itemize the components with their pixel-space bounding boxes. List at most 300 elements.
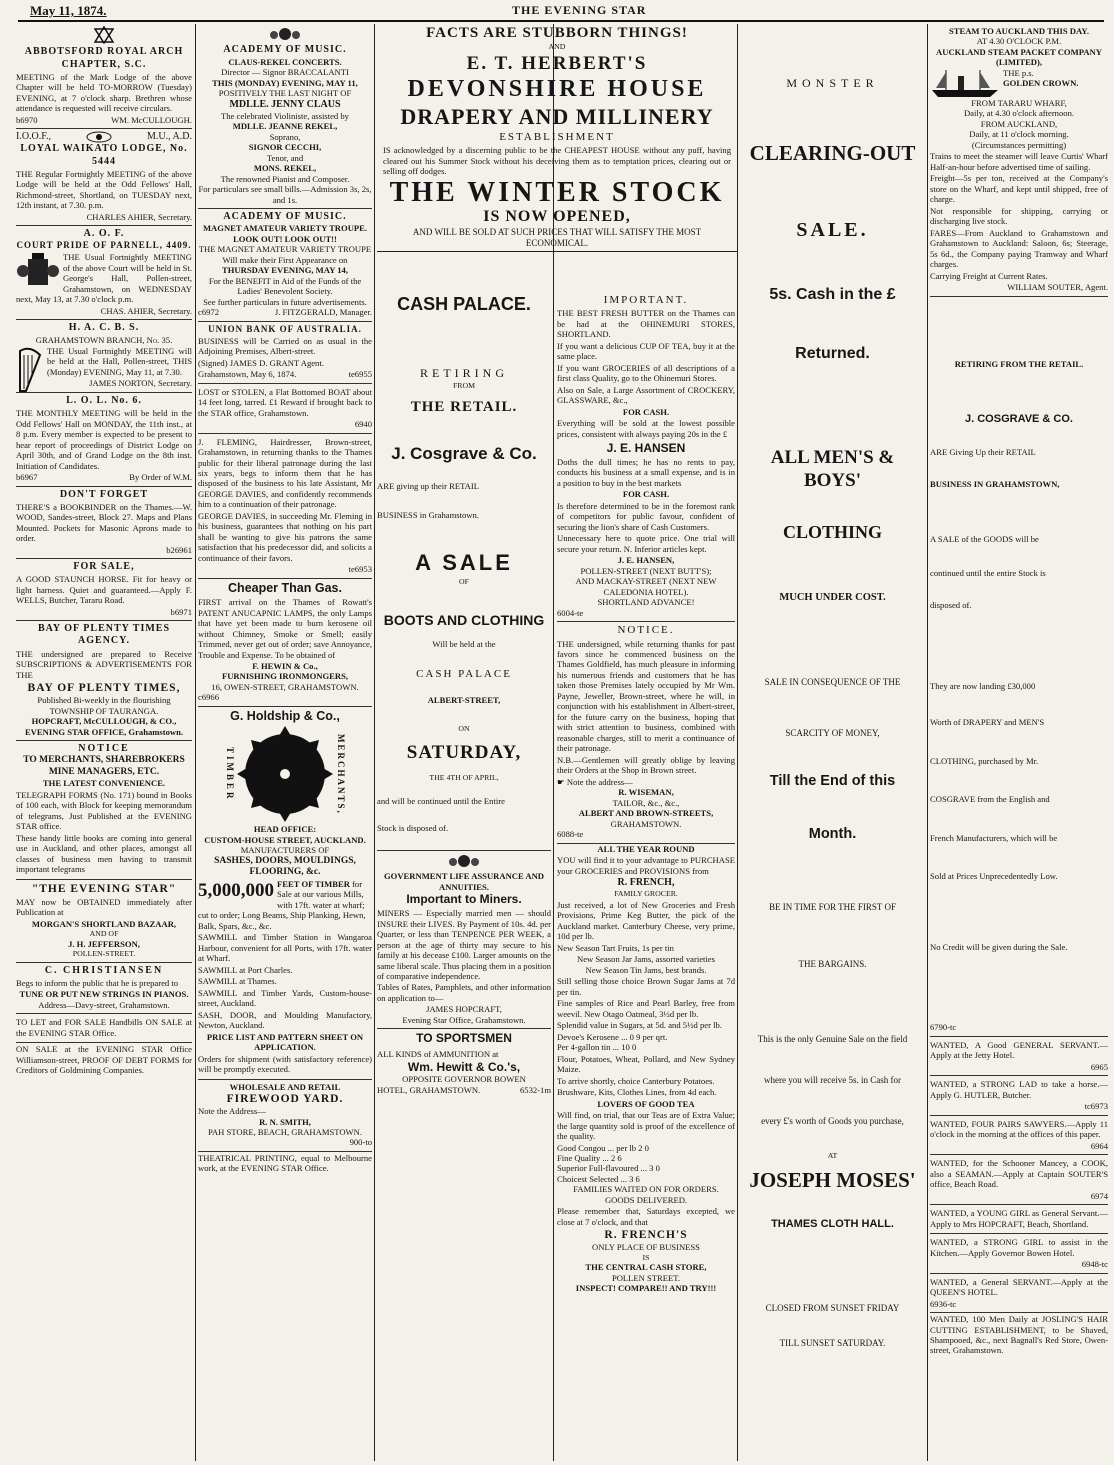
holdship: G. Holdship & Co., [230, 708, 340, 723]
academy-concert-ad [198, 24, 372, 209]
tables: Tables of Rates, Pamphlets, and other information on application to— [377, 982, 551, 1003]
column-6 [930, 24, 1108, 1461]
year-body: YOU will find it to your advantage to PURCHASE your GROCERIES and PROVISIONS from [557, 855, 735, 876]
parnell-sign: CHAS. AHIER, Secretary. [100, 305, 192, 316]
union-bank: UNION BANK OF AUSTRALIA. [208, 323, 362, 334]
wiseman: R. WISEMAN, [618, 787, 674, 798]
academy2-title: ACADEMY OF MUSIC. [223, 211, 347, 223]
all-mens-boys: ALL MEN'S & BOYS' [770, 446, 895, 491]
head-office: HEAD OFFICE: [253, 824, 317, 835]
merchants-heading: TO MERCHANTS, SHAREBROKERS MINE MANAGERS, ETC. [23, 755, 185, 777]
waikato-title: LOYAL WAIKATO LODGE, No. 5444 [20, 143, 188, 167]
coat-of-arms-icon [16, 251, 60, 293]
thames-cloth-hall: THAMES CLOTH HALL. [771, 1218, 894, 1231]
wanted-7-ref: 6936-tc [930, 1298, 957, 1309]
daily-2: Daily, at 11 o'clock morning. [969, 129, 1069, 140]
theatrical-ad [198, 1153, 372, 1174]
miners-body: MINERS — Especially married men — should INSURE their LIVES. By Payment of 10s. 4d. per Quarter, or less than TENPENCE PER WEEK, a person at the age of thirty may secure to his family at his decease £100. Larger amounts on the same liberal scale. Thus placing them in a position of comparative independence. [377, 908, 551, 981]
wanted-6-text: WANTED, a STRONG GIRL to assist in the Kitchen.—Apply Governor Bowen Hotel. [930, 1237, 1108, 1258]
pollen-2: POLLEN STREET. [611, 1272, 681, 1283]
chris-body: Begs to inform the public that he is prepared to [16, 977, 179, 988]
wanted-2-ref: tc6973 [1084, 1101, 1108, 1112]
no-credit: No Credit will be given during the Sale. [930, 941, 1068, 952]
miners: Important to Miners. [406, 892, 522, 907]
returned: Returned. [795, 345, 870, 363]
parnell-title: COURT PRIDE OF PARNELL, 4409. [16, 240, 192, 251]
wanted-1 [930, 1037, 1108, 1076]
a-sale: A SALE [415, 550, 513, 576]
hewin-ref: c6966 [198, 692, 220, 703]
wanted-1-ref: 6965 [1090, 1061, 1108, 1072]
thursday: THURSDAY EVENING, MAY 14, [222, 265, 348, 276]
cecchi: SIGNOR CECCHI, [248, 142, 322, 153]
union-date: Grahamstown, May 6, 1874. [198, 369, 297, 380]
parnell-court-ad [16, 226, 192, 320]
forget-body: THERE'S a BOOKBINDER on the Thames.—W. WOOD, Sandes-street, Block 27. Maps and Plans Mounted. Pockets for Masonic Aprons made to order. [16, 501, 192, 544]
tailor: TAILOR, &c., &c., [612, 797, 680, 808]
the-retail: THE RETAIL. [410, 399, 518, 416]
clothing-purchased: CLOTHING, purchased by Mr. [930, 755, 1039, 766]
hacbs-branch: GRAHAMSTOWN BRANCH, No. 35. [35, 334, 173, 345]
is: IS [642, 1252, 650, 1262]
lost-boat-ad [198, 384, 372, 434]
govt-title: GOVERNMENT LIFE ASSURANCE AND ANNUITIES. [383, 871, 545, 892]
wanted-4 [930, 1155, 1108, 1205]
jar-jam: New Season Jar Jams, assorted varieties [577, 954, 715, 965]
five-million: 5,000,000 [198, 879, 274, 901]
souter: WILLIAM SOUTER, Agent. [1007, 282, 1108, 293]
held-at: Will be held at the [432, 639, 496, 650]
gas-title: Cheaper Than Gas. [228, 580, 342, 595]
academy-title: ACADEMY OF MUSIC. [223, 44, 347, 56]
ioof-label: I.O.O.F., [16, 131, 52, 143]
continued: and will be continued until the Entire [377, 796, 505, 807]
sale-body: A GOOD STAUNCH HORSE. Fit for heavy or light harness. Quiet and guaranteed.—Apply F. WELLS, Butcher, Tararu Road. [16, 574, 192, 606]
cosgrave-retail-ad [930, 297, 1108, 1037]
till-sunset: TILL SUNSET SATURDAY. [779, 1338, 886, 1349]
timber-label: TIMBER [225, 746, 235, 802]
handbills-body: TO LET and FOR SALE Handbills ON SALE at the EVENING STAR Office. [16, 1017, 192, 1038]
saturdays: Please remember that, Saturdays excepted, we close at 7 o'clock, and that [557, 1206, 735, 1227]
holdship-ad [198, 707, 372, 1080]
feet-body: for Sale at our various Mills, with 17ft. water at wharf; cut to order; Long Beams, Ship Planking, Hewn, Balk, Spars, &c., &c. [198, 878, 366, 931]
telegraph-notice-ad [16, 741, 192, 880]
violinist: The celebrated Violiniste, assisted by [221, 110, 349, 121]
arrive: To arrive shortly, choice Canterbury Potatoes. [557, 1075, 715, 1086]
winter-stock: THE WINTER STOCK [389, 176, 725, 208]
french-grocer-ad [557, 844, 735, 1294]
further: See further particulars in future advertisements. [203, 296, 367, 307]
sawmill-3: SAWMILL at Thames. [198, 976, 277, 987]
groceries: If you want GROCERIES of all descriptions of a first class Quality, go to the Ohinemuri Stores. [557, 362, 735, 384]
hotel-ref: 6532-1m [519, 1084, 551, 1095]
on: ON [458, 723, 470, 733]
every: every £'s worth of Goods you purchase, [761, 1115, 904, 1126]
royal-crest-icon [447, 853, 481, 869]
bookbinder-ad [16, 487, 192, 560]
clearing-out: CLEARING-OUT [749, 140, 916, 165]
masthead [0, 0, 1114, 22]
inspect: INSPECT! COMPARE!! AND TRY!!! [575, 1283, 717, 1294]
sash-mfg: SASH, DOOR, and Moulding Manufactory, Newton, Auckland. [198, 1009, 372, 1031]
sold-low: Sold at Prices Unprecedentedly Low. [930, 871, 1058, 882]
bop-times-ad [16, 621, 192, 741]
sawmill-1: SAWMILL and Timber Station in Wangaroa Harbour, convenient for all Ports, with 17ft. water at Wharf. [198, 932, 372, 964]
column-rule [737, 24, 738, 1461]
families: FAMILIES WAITED ON FOR ORDERS. [573, 1184, 719, 1195]
column-rule [195, 24, 196, 1461]
business-grahamstown: BUSINESS in Grahamstown. [377, 509, 479, 520]
retiring: RETIRING [420, 365, 508, 380]
bargains: THE BARGAINS. [798, 959, 867, 970]
column-2 [198, 24, 372, 1461]
column-3 [377, 292, 551, 1461]
french-mfrs: French Manufacturers, which will be [930, 832, 1058, 843]
much-under-cost: MUCH UNDER COST. [779, 591, 886, 603]
firewood-ad [198, 1080, 372, 1152]
devonshire-house: DEVONSHIRE HOUSE [407, 75, 707, 102]
steam-packet-ad [930, 24, 1108, 297]
royal-crest-icon [268, 26, 302, 42]
gas-body: FIRST arrival on the Thames of Rowatt's PATENT ANUCAPNIC LAMPS, the only Lamps that have yet been made to burn kerosene oil without Chimney, Smoke or Smell; easily Trimmed, never get out of order; save Annoyance, Trouble and Expense. To be obtained of [198, 597, 372, 660]
lol-sign: By Order of W.M. [129, 472, 192, 483]
a-sale-goods: A SALE of the GOODS will be [930, 533, 1039, 544]
ammo: ALL KINDS of AMMUNITION at [377, 1049, 499, 1060]
wanted-5-text: WANTED, a YOUNG GIRL as General Servant.—Apply to Mrs HOPCRAFT, Beach, Shortland. [930, 1208, 1108, 1229]
bop-title: BAY OF PLENTY TIMES AGENCY. [37, 623, 171, 647]
bop-pub: Published Bi-weekly in the flourishing TOWNSHIP OF TAURANGA. [37, 695, 171, 716]
tune-pianos: TUNE OR PUT NEW STRINGS IN PIANOS. [19, 989, 189, 1000]
wanted-3-text: WANTED, FOUR PAIRS SAWYERS.—Apply 11 o'clock in the morning at the offices of this paper. [930, 1118, 1108, 1140]
pianist: The renowned Pianist and Composer. [220, 173, 350, 184]
now-opened: IS NOW OPENED, [483, 208, 631, 226]
union-bank-ad [198, 322, 372, 384]
orders: Orders for shipment (with satisfactory reference) will be promptly executed. [198, 1053, 372, 1075]
rekel: MDLLE. JEANNE REKEL, [232, 121, 338, 132]
masthead-rule [18, 20, 1104, 22]
note-address: Note the Address— [198, 1106, 266, 1117]
hewin: F. HEWIN & Co., [252, 661, 318, 671]
wanted-6-ref: 6948-tc [1081, 1259, 1108, 1270]
consequence: SALE IN CONSEQUENCE OF THE [764, 676, 901, 687]
albert-brown: ALBERT AND BROWN-STREETS, [578, 808, 714, 819]
fourth-april: THE 4TH OF APRIL, [429, 772, 499, 782]
furnishing: FURNISHING IRONMONGERS, [221, 671, 349, 682]
sawmill-2: SAWMILL at Port Charles. [198, 964, 293, 975]
lost-ref: 6940 [354, 419, 372, 430]
lol-ad [16, 393, 192, 487]
are-giving: ARE giving up their RETAIL [377, 481, 479, 492]
director: Director — Signor BRACCALANTI [221, 67, 349, 78]
herbert-name: E. T. HERBERT'S [466, 52, 648, 74]
central-store: THE CENTRAL CASH STORE, [585, 1262, 707, 1273]
sale-ref: b6971 [170, 606, 192, 617]
splendid: Splendid value in Sugars, at 5d. and 5½d per lb. [557, 1020, 722, 1031]
mackay-street: AND MACKAY-STREET (NEXT NEW CALEDONIA HOTEL). [575, 576, 717, 597]
issue-date: May 11, 1874. [30, 3, 107, 18]
sawmill-4: SAWMILL and Timber Yards, Custom-house-street, Auckland. [198, 987, 372, 1009]
monday-evening: THIS (MONDAY) EVENING, MAY 11, [212, 77, 358, 88]
lol-ref: b6967 [16, 472, 38, 483]
of: OF [459, 576, 469, 586]
not-responsible: Not responsible for shipping, carrying or discharging live stock. [930, 205, 1108, 227]
aof-title: A. O. F. [83, 228, 125, 240]
arch-chapter-ad [16, 24, 192, 129]
joseph-moses: JOSEPH MOSES' [749, 1168, 916, 1193]
magnet-troupe-ad [198, 209, 372, 322]
cosgrave-ref: 6790-tc [930, 1022, 957, 1033]
closed: CLOSED FROM SUNSET FRIDAY [765, 1303, 900, 1314]
sportsmen: TO SPORTSMEN [416, 1031, 512, 1046]
positively: POSITIVELY THE LAST NIGHT OF [218, 88, 352, 99]
merchants-label: MERCHANTS, [335, 733, 346, 815]
wanted-5 [930, 1205, 1108, 1234]
circumstances: (Circumstances permitting) [971, 139, 1067, 150]
handbills-ad [16, 1014, 192, 1043]
company: AUCKLAND STEAM PACKET COMPANY (LIMITED), [936, 46, 1102, 68]
shortland-advance: SHORTLAND ADVANCE! [597, 597, 695, 608]
davies-body: GEORGE DAVIES, in succeeding Mr. Fleming in his business, guarantees that nothing on his part shall be wanting to give his patrons the same satisfaction that his predecessor did, and solicits a continuance of their favors. [198, 510, 372, 563]
magnet: MAGNET AMATEUR VARIETY TROUPE. [202, 223, 368, 234]
arch-ref: b6970 [16, 114, 38, 125]
davy-address: Address—Davy-street, Grahamstown. [38, 999, 170, 1010]
column-rule [927, 24, 928, 1461]
boots-clothing: BOOTS AND CLOTHING [383, 612, 545, 629]
scarcity: SCARCITY OF MONEY, [785, 727, 880, 738]
wanted-3 [930, 1116, 1108, 1155]
forget-title: DON'T FORGET [59, 488, 149, 500]
nb: N.B.—Gentlemen will greatly oblige by leaving their Orders at the Shop in Brown street. [557, 754, 735, 776]
gallon: Per 4-gallon tin ... 10 0 [557, 1042, 637, 1053]
lookout: LOOK OUT! LOOK OUT!! [233, 233, 337, 244]
congou: Good Congou ... per lb 2 0 [557, 1142, 649, 1153]
receive: where you will receive 5s. in Cash for [764, 1074, 901, 1085]
cosgrave: J. Cosgrave & Co. [391, 444, 537, 464]
wanted-4-text: WANTED, for the Schooner Mancey, a COOK, also a SEAMAN.—Apply at Captain SOUTER'S office, Beach Road. [930, 1158, 1108, 1190]
wanted-6 [930, 1234, 1108, 1273]
sugar-jam: Still selling those choice Brown Sugar Jams at 7d per tin. [557, 976, 735, 997]
delivered: GOODS DELIVERED. [604, 1194, 688, 1205]
crockery: Also on Sale, a Large Assortment of CROCKERY, GLASSWARE, &c., [557, 384, 735, 406]
landing: They are now landing £30,000 [930, 680, 1036, 691]
sold-prices: AND WILL BE SOLD AT SUCH PRICES THAT WILL SATISFY THE MOST ECONOMICAL. [412, 226, 702, 248]
pah-store: PAH STORE, BEACH, GRAHAMSTOWN. [207, 1126, 363, 1137]
saw-blade-icon [235, 724, 335, 824]
sashes: SASHES, DOORS, MOULDINGS, FLOORING, &c. [214, 855, 356, 878]
freight-2: Carrying Freight at Current Rates. [930, 270, 1048, 281]
french-2: R. FRENCH'S [604, 1229, 688, 1242]
establishment-body: IS acknowledged by a discerning public to be the CHEAPEST HOUSE without any puff, having cleared out his Summer Stock without his deceiving them as to temptation prices, clearing out or selling off dodges. [383, 145, 731, 177]
albert-street: ALBERT-STREET, [427, 695, 501, 706]
wiseman-ad [557, 622, 735, 844]
davies-ref: te6953 [348, 564, 372, 575]
saturday: SATURDAY, [406, 742, 522, 764]
feet-timber: FEET OF TIMBER [277, 878, 350, 889]
wanted-8 [930, 1314, 1108, 1356]
daily-1: Daily, at 4.30 o'clock afternoon. [963, 108, 1075, 119]
fitz-sign: J. FITZGERALD, Manager. [274, 307, 372, 318]
tin-jam: New Season Tin Jams, best brands. [585, 964, 707, 975]
clothing: CLOTHING [782, 522, 883, 542]
retiring-retail: RETIRING FROM THE RETAIL. [954, 358, 1084, 369]
forms-ad [16, 1044, 192, 1075]
govt-life-ad [377, 851, 551, 1029]
note-address: Note the address— [566, 776, 633, 787]
wanted-2-text: WANTED, a STRONG LAD to take a horse.—Apply G. HUTLER, Butcher. [930, 1079, 1108, 1100]
business-grahamstown: BUSINESS IN GRAHAMSTOWN, [930, 479, 1060, 490]
cash-palace-2: CASH PALACE [416, 667, 512, 680]
star-body: MAY now be OBTAINED immediately after Publication at [16, 896, 192, 918]
brushware: Brushware, Kits, Clothes Lines, from 4d each. [557, 1087, 717, 1098]
year-round: ALL THE YEAR ROUND [597, 843, 695, 854]
worth-drapery: Worth of DRAPERY and MEN'S [930, 717, 1045, 728]
and-of: AND OF [89, 929, 119, 939]
magnet2: THE MAGNET AMATEUR VARIETY TROUPE [198, 244, 372, 255]
cash-palace-ad [377, 292, 551, 851]
owen-street: 16, OWEN-STREET, GRAHAMSTOWN. [211, 681, 359, 692]
theatrical-body: THEATRICAL PRINTING, equal to Melbourne work, at the EVENING STAR Office. [198, 1152, 372, 1174]
pointing-hand-icon: ☛ [557, 776, 565, 787]
wanted-7 [930, 1274, 1108, 1313]
trains: Trains to meet the steamer will leave Curtis' Wharf Half-an-hour before advertised time of sailing. [930, 151, 1108, 172]
sale: SALE. [796, 219, 869, 242]
union-business: BUSINESS will be Carried on as usual in the Adjoining Premises, Albert-street. [198, 335, 372, 357]
disposed-of: disposed of. [930, 600, 972, 611]
claus: MDLLE. JENNY CLAUS [229, 98, 341, 110]
smith-ref: 900-to [349, 1137, 372, 1148]
five-shillings: 5s. Cash in the £ [769, 285, 896, 303]
till-end: Till the End of this [769, 772, 896, 789]
mu-label: M.U., A.D. [146, 131, 192, 143]
ohinemuri-ad [557, 292, 735, 622]
tea: If you want a delicious CUP OF TEA, buy it at the same place. [557, 340, 735, 362]
cosgrave-co: J. COSGRAVE & CO. [965, 413, 1073, 426]
arch-body: MEETING of the Mark Lodge of the above Chapter will be held TO-MORROW (Tuesday) EVENING, at 7 o'clock sharp. Brethren whose attendance is requested will receive circulars. [16, 71, 192, 114]
star-office: Evening Star Office, Grahamstown. [402, 1014, 526, 1025]
price-list: PRICE LIST AND PATTERN SHEET ON APPLICATION. [206, 1031, 364, 1053]
month: Month. [808, 826, 857, 843]
lovers-body: Will find, on trial, that our Teas are of Extra Value; the large quantity sold is proof of the excellence of the quality. [557, 1110, 735, 1142]
star-emblem-icon [94, 26, 114, 44]
hairdresser-ad [198, 434, 372, 579]
hacbs-title: H. A. C. B. S. [68, 322, 140, 334]
christiansen: C. CHRISTIANSEN [44, 964, 164, 976]
lost-body: LOST or STOLEN, a Flat Bottomed BOAT about 14 feet long, tarred. £1 Reward if brought back to the STAR office, Grahamstown. [198, 386, 372, 418]
for-cash-2: FOR CASH. [622, 489, 670, 500]
notice-title: NOTICE [78, 743, 130, 755]
hansen-ref: 6004-te [557, 607, 584, 618]
pollen-street: POLLEN-STREET. [72, 949, 136, 959]
wholesale: WHOLESALE AND RETAIL [229, 1081, 341, 1092]
forms-body: ON SALE at the EVENING STAR Office Williamson-street, PROOF OF DEBT FORMS for Creditors of Goldmining Companies. [16, 1044, 192, 1076]
sale-title: FOR SALE, [73, 561, 135, 573]
wanted-8-text: WANTED, 100 Men Daily at JOSLING'S HAIR CUTTING ESTABLISHMENT, to be Shaved, Shampooed, &c., next Bagnall's Red Store, Owen-street, Grahamstown. [930, 1314, 1108, 1356]
tart: New Season Tart Fruits, 1s per tin [557, 942, 674, 953]
cash-palace: CASH PALACE. [397, 294, 531, 314]
wanted-2 [930, 1076, 1108, 1115]
cosgrave-english: COSGRAVE from the English and [930, 794, 1050, 805]
morgan-bazaar: MORGAN'S SHORTLAND BAZAAR, [31, 918, 177, 929]
column-4 [557, 292, 735, 1461]
star-title: "THE EVENING STAR" [31, 882, 177, 895]
from-tararu: FROM TARARU WHARF, [971, 97, 1067, 108]
bop-big: BAY OF PLENTY TIMES, [27, 682, 181, 695]
opposite: OPPOSITE GOVERNOR BOWEN [402, 1074, 526, 1085]
particulars: For particulars see small bills.—Admission 3s, 2s, and 1s. [198, 184, 372, 205]
lol-title: L. O. L. No. 6. [66, 394, 142, 406]
flour: Flour, Potatoes, Wheat, Pollard, and New Sydney Maize. [557, 1053, 735, 1075]
lovers: LOVERS OF GOOD TEA [597, 1098, 695, 1109]
newspaper-title: THE EVENING STAR [512, 3, 647, 17]
firewood: FIREWOOD YARD. [226, 1093, 344, 1105]
hacbs-sign: JAMES NORTON, Secretary. [89, 378, 192, 389]
wanted-4-ref: 6974 [1090, 1190, 1108, 1201]
waikato-lodge-ad [16, 129, 192, 226]
notice-body: THE undersigned, while returning thanks for past favors since he commenced business on the Thames Goldfield, has much pleasure in informing his numerous friends and customers that he has taken those Premises lately occupied by Mr Wm. Payne, Jeweller, Brown-street, where he will, in conjunction with his establishment in Albert-street, for the future carry on the business, hoping that with strict attention to business, combined with reasonable charges, still to merit a continuance of their patronage. [557, 638, 735, 754]
smith: R. N. SMITH, [259, 1116, 311, 1127]
column-1 [16, 24, 192, 1461]
pollen-street: POLLEN-STREET (NEXT BUTT'S); [580, 565, 712, 576]
eye-emblem-icon [86, 131, 112, 143]
jefferson: J. H. JEFFERSON, [68, 938, 140, 949]
golden-crown: GOLDEN CROWN. [1003, 78, 1079, 89]
facts-and: AND [548, 42, 566, 52]
only-genuine: This is the only Genuine Sale on the field [757, 1034, 908, 1044]
stock-disposed: Stock is disposed of. [377, 822, 449, 833]
piano-tuner-ad [16, 963, 192, 1015]
drapery-millinery: DRAPERY AND MILLINERY [400, 104, 714, 130]
manufacturers: MANUFACTURERS OF [240, 845, 330, 856]
mons-rekel: MONS. REKEL, [253, 163, 317, 174]
lol-body: THE MONTHLY MEETING will be held in the Odd Fellows' Hall on MONDAY, the 11th inst., at 8 p.m. Every member is expected to be present to hear report of proceedings of District Lodge on April 30th, and of Grand Lodge on the 8th inst. Initiation of Candidates. [16, 408, 192, 471]
benefit: For the BENEFIT in Aid of the Funds of the Ladies' Benevolent Society. [208, 275, 362, 297]
for-cash: FOR CASH. [622, 406, 670, 417]
bop-sign: HOPCRAFT, McCULLOUGH, & CO., EVENING STAR OFFICE, Grahamstown. [24, 716, 184, 737]
concerts: CLAUS-REKEL CONCERTS. [228, 56, 342, 67]
steam-title: STEAM TO AUCKLAND THIS DAY. [948, 26, 1089, 36]
everything: Everything will be sold at the lowest possible prices, consistent with always paying 20s in the £ [557, 418, 735, 439]
fares: FARES—From Auckland to Grahamstown and Grahamstown to Auckland: Saloon, 6s; Steerage, 5s 6d., the Company paying Tramway and Wharf charges. [930, 227, 1108, 270]
freight: Freight—5s per ton, received at the Company's store on the Wharf, and kept until shipped, free of charge. [930, 173, 1108, 205]
first-appearance: Will make their First Appearance on [222, 254, 348, 265]
monster: MONSTER [786, 76, 879, 90]
received: Just received, a lot of New Groceries and Fresh Provisions, Prime Keg Butter, the pick of the Auckland market. Canterbury Cheese, very prime, 10d per lb. [557, 899, 735, 942]
in-time: BE IN TIME FOR THE FIRST OF [768, 902, 897, 913]
fine: Fine Quality ... 2 6 [557, 1153, 622, 1163]
forget-ref: b26961 [166, 544, 192, 555]
arch-title: ABBOTSFORD ROYAL ARCH CHAPTER, S.C. [24, 46, 184, 70]
butter: THE BEST FRESH BUTTER on the Thames can be had at the OHINEMURI STORES, SHORTLAND. [557, 308, 735, 340]
hansen-2: J. E. HANSEN, [617, 555, 675, 566]
giving-up: ARE Giving Up their RETAIL [930, 446, 1036, 457]
important: IMPORTANT. [603, 294, 689, 306]
grahamstown: GRAHAMSTOWN. [610, 818, 682, 829]
horse-sale-ad [16, 559, 192, 621]
rice: Fine samples of Rice and Pearl Barley, free from weevil. New Otago Oatmeal, 3½d per lb. [557, 998, 735, 1019]
unnecessary: Unnecessary here to quote price. One trial will secure your return. N. Inferior articles kept. [557, 533, 735, 554]
wanted-3-ref: 6964 [1090, 1140, 1108, 1151]
continued-until: continued until the entire Stock is [930, 568, 1046, 578]
hansen: J. E. HANSEN [606, 441, 686, 456]
union-signed: (Signed) JAMES D. GRANT Agent. [198, 357, 324, 368]
only-place: ONLY PLACE OF BUSINESS [592, 1242, 700, 1253]
parnell-body: THE Usual Fortnightly MEETING of the above Court will be held in St. George's Hall, Pollen-street, Grahamstown, on WEDNESDAY next, May 13, at 7.30 o'clock p.m. [16, 252, 192, 305]
column-rule [374, 24, 375, 1461]
determined: Is therefore determined to be in the foremost rank of competitors for public favour, confident of securing the lion's share of Cash Customers. [557, 500, 735, 532]
ps-label: THE p.s. [1003, 67, 1034, 78]
latest-heading: THE LATEST CONVENIENCE. [42, 778, 166, 789]
soprano: Soprano, [269, 131, 301, 142]
